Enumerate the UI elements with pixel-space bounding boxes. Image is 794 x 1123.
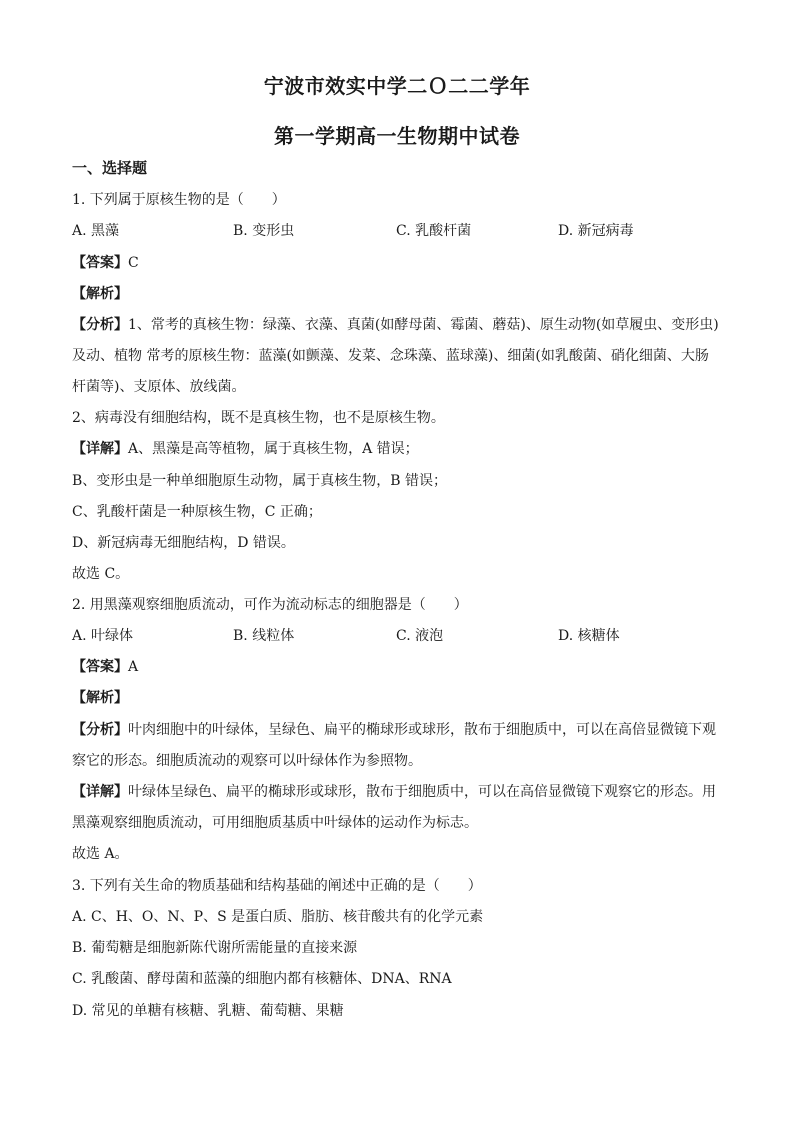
q1-xiangjie-line2: B、变形虫是一种单细胞原生动物，属于真核生物，B 错误； — [72, 473, 448, 489]
q1-fenxi-line3: 杆菌等)、支原体、放线菌。 — [72, 379, 246, 395]
q3-option-c: C. 乳酸菌、酵母菌和蓝藻的细胞内都有核糖体、DNA、RNA — [72, 971, 452, 987]
answer-value: C — [128, 255, 139, 271]
q3-option-a: A. C、H、O、N、P、S 是蛋白质、脂肪、核苷酸共有的化学元素 — [72, 909, 484, 925]
exam-title-line2: 第一学期高一生物期中试卷 — [274, 124, 520, 148]
q1-option-a: A. 黑藻 — [72, 223, 120, 239]
q1-xiangjie-line4: D、新冠病毒无细胞结构，D 错误。 — [72, 535, 295, 551]
answer-tag: 【答案】 — [72, 255, 128, 271]
q2-xiangjie-line1 — [72, 782, 716, 802]
q1-option-d: D. 新冠病毒 — [558, 223, 634, 239]
q2-xiangjie-line2: 黑藻观察细胞质流动，可用细胞质基质中叶绿体的运动作为标志。 — [72, 815, 478, 831]
q1-fenxi-line1 — [72, 315, 719, 335]
q3-option-b: B. 葡萄糖是细胞新陈代谢所需能量的直接来源 — [72, 940, 358, 956]
fenxi-tag: 【分析】 — [72, 317, 128, 333]
q2-fenxi-line2: 察它的形态。细胞质流动的观察可以叶绿体作为参照物。 — [72, 753, 422, 769]
q1-option-c: C. 乳酸杆菌 — [396, 223, 472, 239]
xiangjie-text: 叶绿体呈绿色、扁平的椭球形或球形，散布于细胞质中，可以在高倍显微镜下观察它的形态。用 — [128, 784, 716, 800]
q2-option-d: D. 核糖体 — [558, 628, 620, 644]
q2-option-a: A. 叶绿体 — [72, 628, 134, 644]
q2-option-b: B. 线粒体 — [233, 628, 295, 644]
q1-xiangjie-line3: C、乳酸杆菌是一种原核生物，C 正确； — [72, 504, 322, 520]
q1-fenxi-line2: 及动、植物 常考的原核生物：蓝藻(如颤藻、发菜、念珠藻、蓝球藻)、细菌(如乳酸菌、硝化细菌、大肠 — [72, 348, 709, 364]
fenxi-tag: 【分析】 — [72, 722, 128, 738]
q3-option-d: D. 常见的单糖有核糖、乳糖、葡萄糖、果糖 — [72, 1003, 344, 1019]
section-heading: 一、选择题 — [72, 159, 148, 177]
question-1-stem: 1. 下列属于原核生物的是（ ） — [72, 192, 286, 208]
q2-conclusion: 故选 A。 — [72, 846, 129, 862]
answer-tag: 【答案】 — [72, 659, 128, 675]
q2-option-c: C. 液泡 — [396, 628, 444, 644]
exam-title-line1: 宁波市效实中学二Ｏ二二学年 — [263, 74, 531, 98]
q2-analysis-tag: 【解析】 — [72, 690, 128, 706]
fenxi-text: 1、常考的真核生物：绿藻、衣藻、真菌(如酵母菌、霉菌、蘑菇)、原生动物(如草履虫、变形虫) — [128, 317, 719, 333]
q2-fenxi-line1 — [72, 720, 716, 740]
q1-conclusion: 故选 C。 — [72, 566, 130, 582]
q2-answer — [72, 657, 138, 677]
q1-fenxi-line4: 2、病毒没有细胞结构，既不是真核生物，也不是原核生物。 — [72, 410, 445, 426]
q1-analysis-tag: 【解析】 — [72, 286, 128, 302]
fenxi-text: 叶肉细胞中的叶绿体，呈绿色、扁平的椭球形或球形，散布于细胞质中，可以在高倍显微镜下观 — [128, 722, 716, 738]
xiangjie-text: A、黑藻是高等植物，属于真核生物，A 错误； — [128, 441, 419, 457]
question-2-stem: 2. 用黑藻观察细胞质流动，可作为流动标志的细胞器是（ ） — [72, 597, 468, 613]
xiangjie-tag: 【详解】 — [72, 784, 128, 800]
answer-value: A — [128, 659, 139, 675]
q1-option-b: B. 变形虫 — [233, 223, 295, 239]
question-3-stem: 3. 下列有关生命的物质基础和结构基础的阐述中正确的是（ ） — [72, 878, 482, 894]
xiangjie-tag: 【详解】 — [72, 441, 128, 457]
q1-answer — [72, 253, 139, 273]
q1-xiangjie-line1 — [72, 439, 419, 459]
